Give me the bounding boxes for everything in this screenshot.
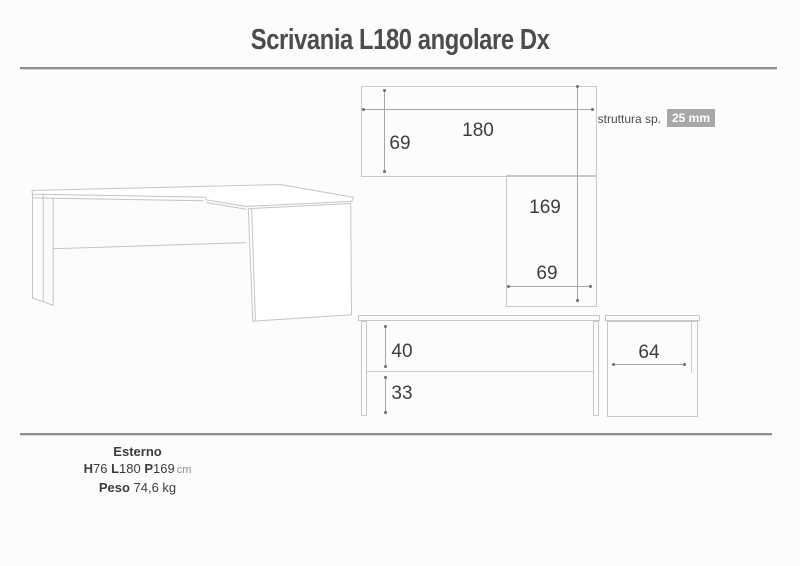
side-view-inner-line: [691, 322, 692, 373]
specs-height-label: H: [83, 461, 93, 476]
dim-line-side-depth: [613, 364, 685, 365]
dim-label-top-depth: 69: [389, 133, 411, 154]
dim-label-return-width: 69: [536, 263, 558, 284]
specs-unit: cm: [176, 464, 192, 476]
page-title: Scrivania L180 angolare Dx: [250, 24, 550, 56]
specs-width-value: 180: [119, 461, 141, 476]
front-view-right-leg: [593, 321, 599, 416]
title-row: [0, 24, 800, 57]
specs-height-value: 76: [92, 461, 108, 476]
specs-block: [20, 444, 255, 495]
structure-thickness-badge: 25 mm: [667, 109, 715, 127]
specs-weight-line: [20, 480, 255, 495]
dim-label-front-lower: 33: [391, 383, 413, 404]
specs-depth-value: 169: [153, 461, 175, 476]
dim-line-top-depth: [384, 90, 385, 172]
dim-line-top-width: [363, 109, 593, 110]
front-view-desktop: [358, 315, 600, 321]
dim-label-top-width: 180: [462, 120, 494, 141]
dim-line-return-width: [508, 286, 591, 287]
dim-label-side-depth: 64: [638, 342, 660, 363]
specs-heading: Esterno: [113, 444, 162, 459]
title-divider: [20, 67, 777, 69]
front-view-mid-line: [367, 371, 593, 372]
specs-width-label: L: [111, 461, 120, 476]
specs-weight-label: Peso: [98, 480, 130, 495]
front-view-left-leg: [361, 321, 367, 416]
specs-depth-label: P: [144, 461, 154, 476]
dim-label-return-depth: 169: [529, 197, 561, 218]
side-view-panel: [607, 321, 698, 417]
return-view-outline: [506, 175, 597, 307]
specs-dimensions-line: [20, 461, 255, 476]
dim-label-front-upper: 40: [391, 341, 413, 362]
structure-thickness-label: struttura sp.: [597, 112, 661, 126]
specs-weight-value: 74,6 kg: [133, 480, 177, 495]
footer-divider: [20, 433, 772, 435]
